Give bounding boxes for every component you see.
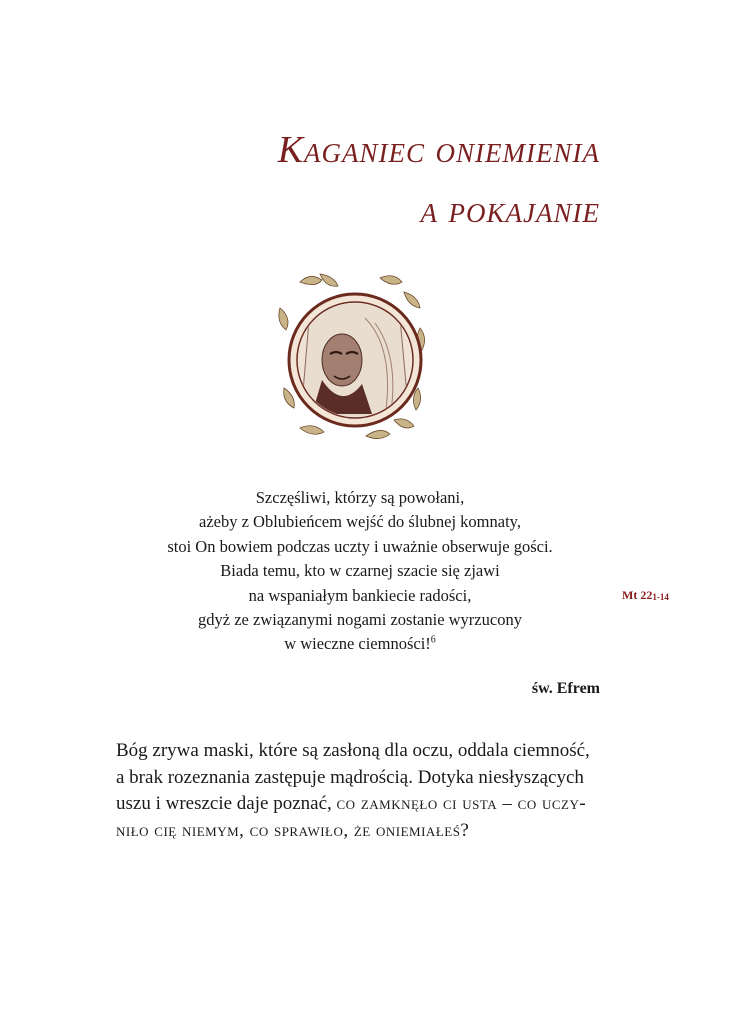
chapter-title-line-2: a pokajanie: [420, 189, 600, 231]
scripture-reference: [622, 588, 669, 603]
poem-line: ażeby z Oblubieńcem wejść do ślubnej komnaty,: [199, 512, 521, 532]
body-paragraph: [116, 738, 616, 844]
scripture-book: Mt 22: [622, 588, 653, 602]
footnote-mark[interactable]: 6: [430, 634, 436, 646]
chapter-title-line-1: Kaganiec oniemienia: [277, 129, 600, 171]
body-line: [116, 791, 616, 818]
poem-line: gdyż ze związanymi nogami zostanie wyrzucony: [198, 610, 522, 630]
poem-quote: [120, 486, 600, 657]
body-line: Bóg zrywa maski, które są zasłoną dla oczu, oddala ciemność,: [116, 740, 590, 761]
poem-line: Biada temu, kto w czarnej szacie się zjawi: [220, 561, 500, 581]
poem-line: stoi On bowiem podczas uczty i uważnie obserwuje gości.: [167, 536, 553, 556]
body-text-plain: uszu i wreszcie daje poznać,: [116, 793, 337, 814]
body-line: a brak rozeznania zastępuje mądrością. Dotyka niesłyszących: [116, 766, 584, 788]
scripture-verses: 1-14: [652, 592, 669, 602]
body-line-smallcaps: niło cię niemym, co sprawiło, że oniemiałeś?: [116, 819, 470, 841]
chapter-title: [0, 120, 600, 240]
quote-attribution: św. Efrem: [531, 680, 600, 697]
poem-line: na wspaniałym bankiecie radości,: [248, 585, 472, 605]
poem-line-last: [120, 632, 600, 656]
poem-line: Szczęśliwi, którzy są powołani,: [255, 488, 465, 507]
poem-line-text: w wieczne ciemności!: [284, 634, 431, 654]
saint-medallion-icon: [270, 268, 440, 452]
body-text-smallcaps: co zamknęło ci usta – co uczy-: [336, 793, 587, 814]
